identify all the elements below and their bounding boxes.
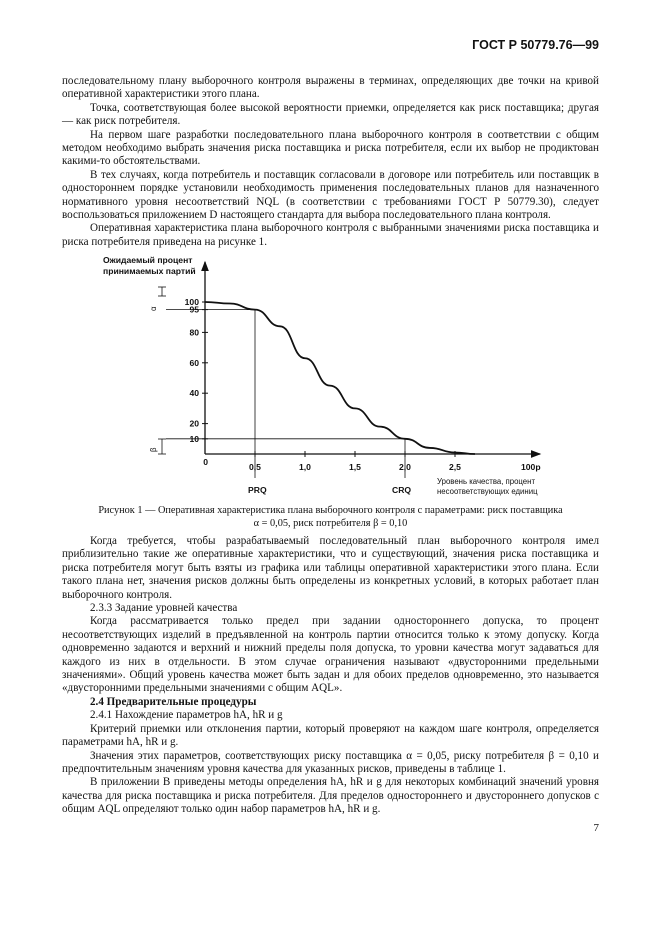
x-tick-label: 1,5 <box>349 462 361 472</box>
heading-2-3-3: 2.3.3 Задание уровней качества <box>90 602 238 615</box>
paragraph-2: Точка, соответствующая более высокой вероятности приемки, определяется как риск поставщика; другая — как риск потребителя. <box>62 101 599 128</box>
paragraph-10: В приложении В приведены методы определения hA, hR и g для некоторых комбинаций значений уровня качества для риска поставщика и риска потребителя. Для пределов одностороннего и двустороннего допусков с общим AQL определяют только один набор параметров hA, hR и g. <box>62 776 599 816</box>
y-tick-label: 80 <box>189 327 199 338</box>
caption-line-2: α = 0,05, риск потребителя β = 0,10 <box>253 517 408 529</box>
paragraph-1: последовательному плану выборочного контроля выражены в терминах, определяющих две точки на кривой оперативной характеристики этого плана. <box>62 75 599 101</box>
alpha-bracket <box>149 287 166 311</box>
crq-label: CRQ <box>392 485 412 495</box>
prq-label: PRQ <box>248 485 267 495</box>
x-tick-label: 1,0 <box>299 462 311 472</box>
document-header: ГОСТ Р 50779.76—99 <box>472 38 599 52</box>
x-tick-label: 0,5 <box>249 462 261 472</box>
x-axis-end-label: 100p <box>521 462 541 472</box>
y-axis-title-line2: принимаемых партий <box>103 266 196 276</box>
paragraph-7: Когда рассматривается только предел при задании одностороннего допуска, то процент несоответствующих изделий в предъявленной на контроль партии относится только к этому допуску. Когда одновременно задаются и верхний и нижний пределы поля допуска, то уровни качества могут задаваться для каждого из них в отдельности. В этом случае ограничения называют «двусторонними предельными значениями». Общий уровень качества может быть задан и для обоих пределов одновременно, это называется «двусторонними предельными значениями с общим AQL». <box>62 615 599 695</box>
paragraph-8: Критерий приемки или отклонения партии, который проверяют на каждом шаге контроля, определяется параметрами hA, hR и g. <box>62 722 599 749</box>
y-tick-label: 40 <box>189 388 199 399</box>
figure-caption <box>62 505 599 530</box>
beta-bracket <box>149 439 166 454</box>
paragraph-9: Значения этих параметров, соответствующих риску поставщика α = 0,05, риску потребителя β = 0,10 и предпочтительным значениям уровня качества для указанных рисков, приведены в таблице 1. <box>62 749 599 775</box>
y-tick-label: 10 <box>189 433 199 444</box>
y-tick-label: 100 <box>184 297 199 307</box>
x-axis-title-line1: Уровень качества, процент <box>437 477 536 486</box>
y-tick-label: 20 <box>189 418 199 429</box>
x-tick-label: 2,5 <box>449 462 461 472</box>
beta-label: β <box>149 447 158 452</box>
heading-2-4: 2.4 Предварительные процедуры <box>90 695 257 708</box>
y-tick-label: 95 <box>189 304 199 315</box>
y-tick-label: 0 <box>203 457 208 467</box>
y-tick-label: 60 <box>189 357 199 368</box>
page-number: 7 <box>593 822 599 834</box>
oc-curve-series <box>205 302 475 454</box>
paragraph-6: Когда требуется, чтобы разрабатываемый последовательный план выборочного контроля имел приблизительно такие же оперативные характеристики, что и существующий, значения риска поставщика и риска потребителя могут быть взяты из графика или таблицы оперативной характеристики этого плана. Если такого плана нет, значения рисков должны быть определены из конкретных условий, в которых работает план выборочного контроля. <box>62 535 599 601</box>
heading-2-4-1: 2.4.1 Нахождение параметров hA, hR и g <box>90 709 283 722</box>
y-axis-title-line1: Ожидаемый процент <box>103 255 193 265</box>
paragraph-5: Оперативная характеристика плана выборочного контроля с выбранными значениями риска поставщика и риска потребителя приведена на рисунке 1. <box>62 222 599 248</box>
alpha-label: α <box>149 306 158 311</box>
text-block-bottom <box>62 535 599 817</box>
x-axis-title-line2: несоответствующих единиц <box>437 487 538 496</box>
paragraph-3: На первом шаге разработки последовательного плана выборочного контроля в соответствии с общим методом необходимо выбрать значения риска поставщика и риска потребителя, если их выбор не продиктован какими-то обстоятельствами. <box>62 128 599 168</box>
caption-line-1: Рисунок 1 — Оперативная характеристика плана выборочного контроля с параметрами: риск поставщика <box>98 505 563 516</box>
paragraph-4: В тех случаях, когда потребитель и поставщик согласовали в договоре или потребитель или поставщик в одностороннем порядке установили необходимость применения последовательных планов для назначенного нормативного уровня несоответствий NQL (в соответствии с требованиями ГОСТ Р 50779.30), следует воспользоваться приложением D настоящего стандарта для выбора последовательного плана контроля. <box>62 168 599 222</box>
x-tick-label: 2,0 <box>399 462 411 472</box>
